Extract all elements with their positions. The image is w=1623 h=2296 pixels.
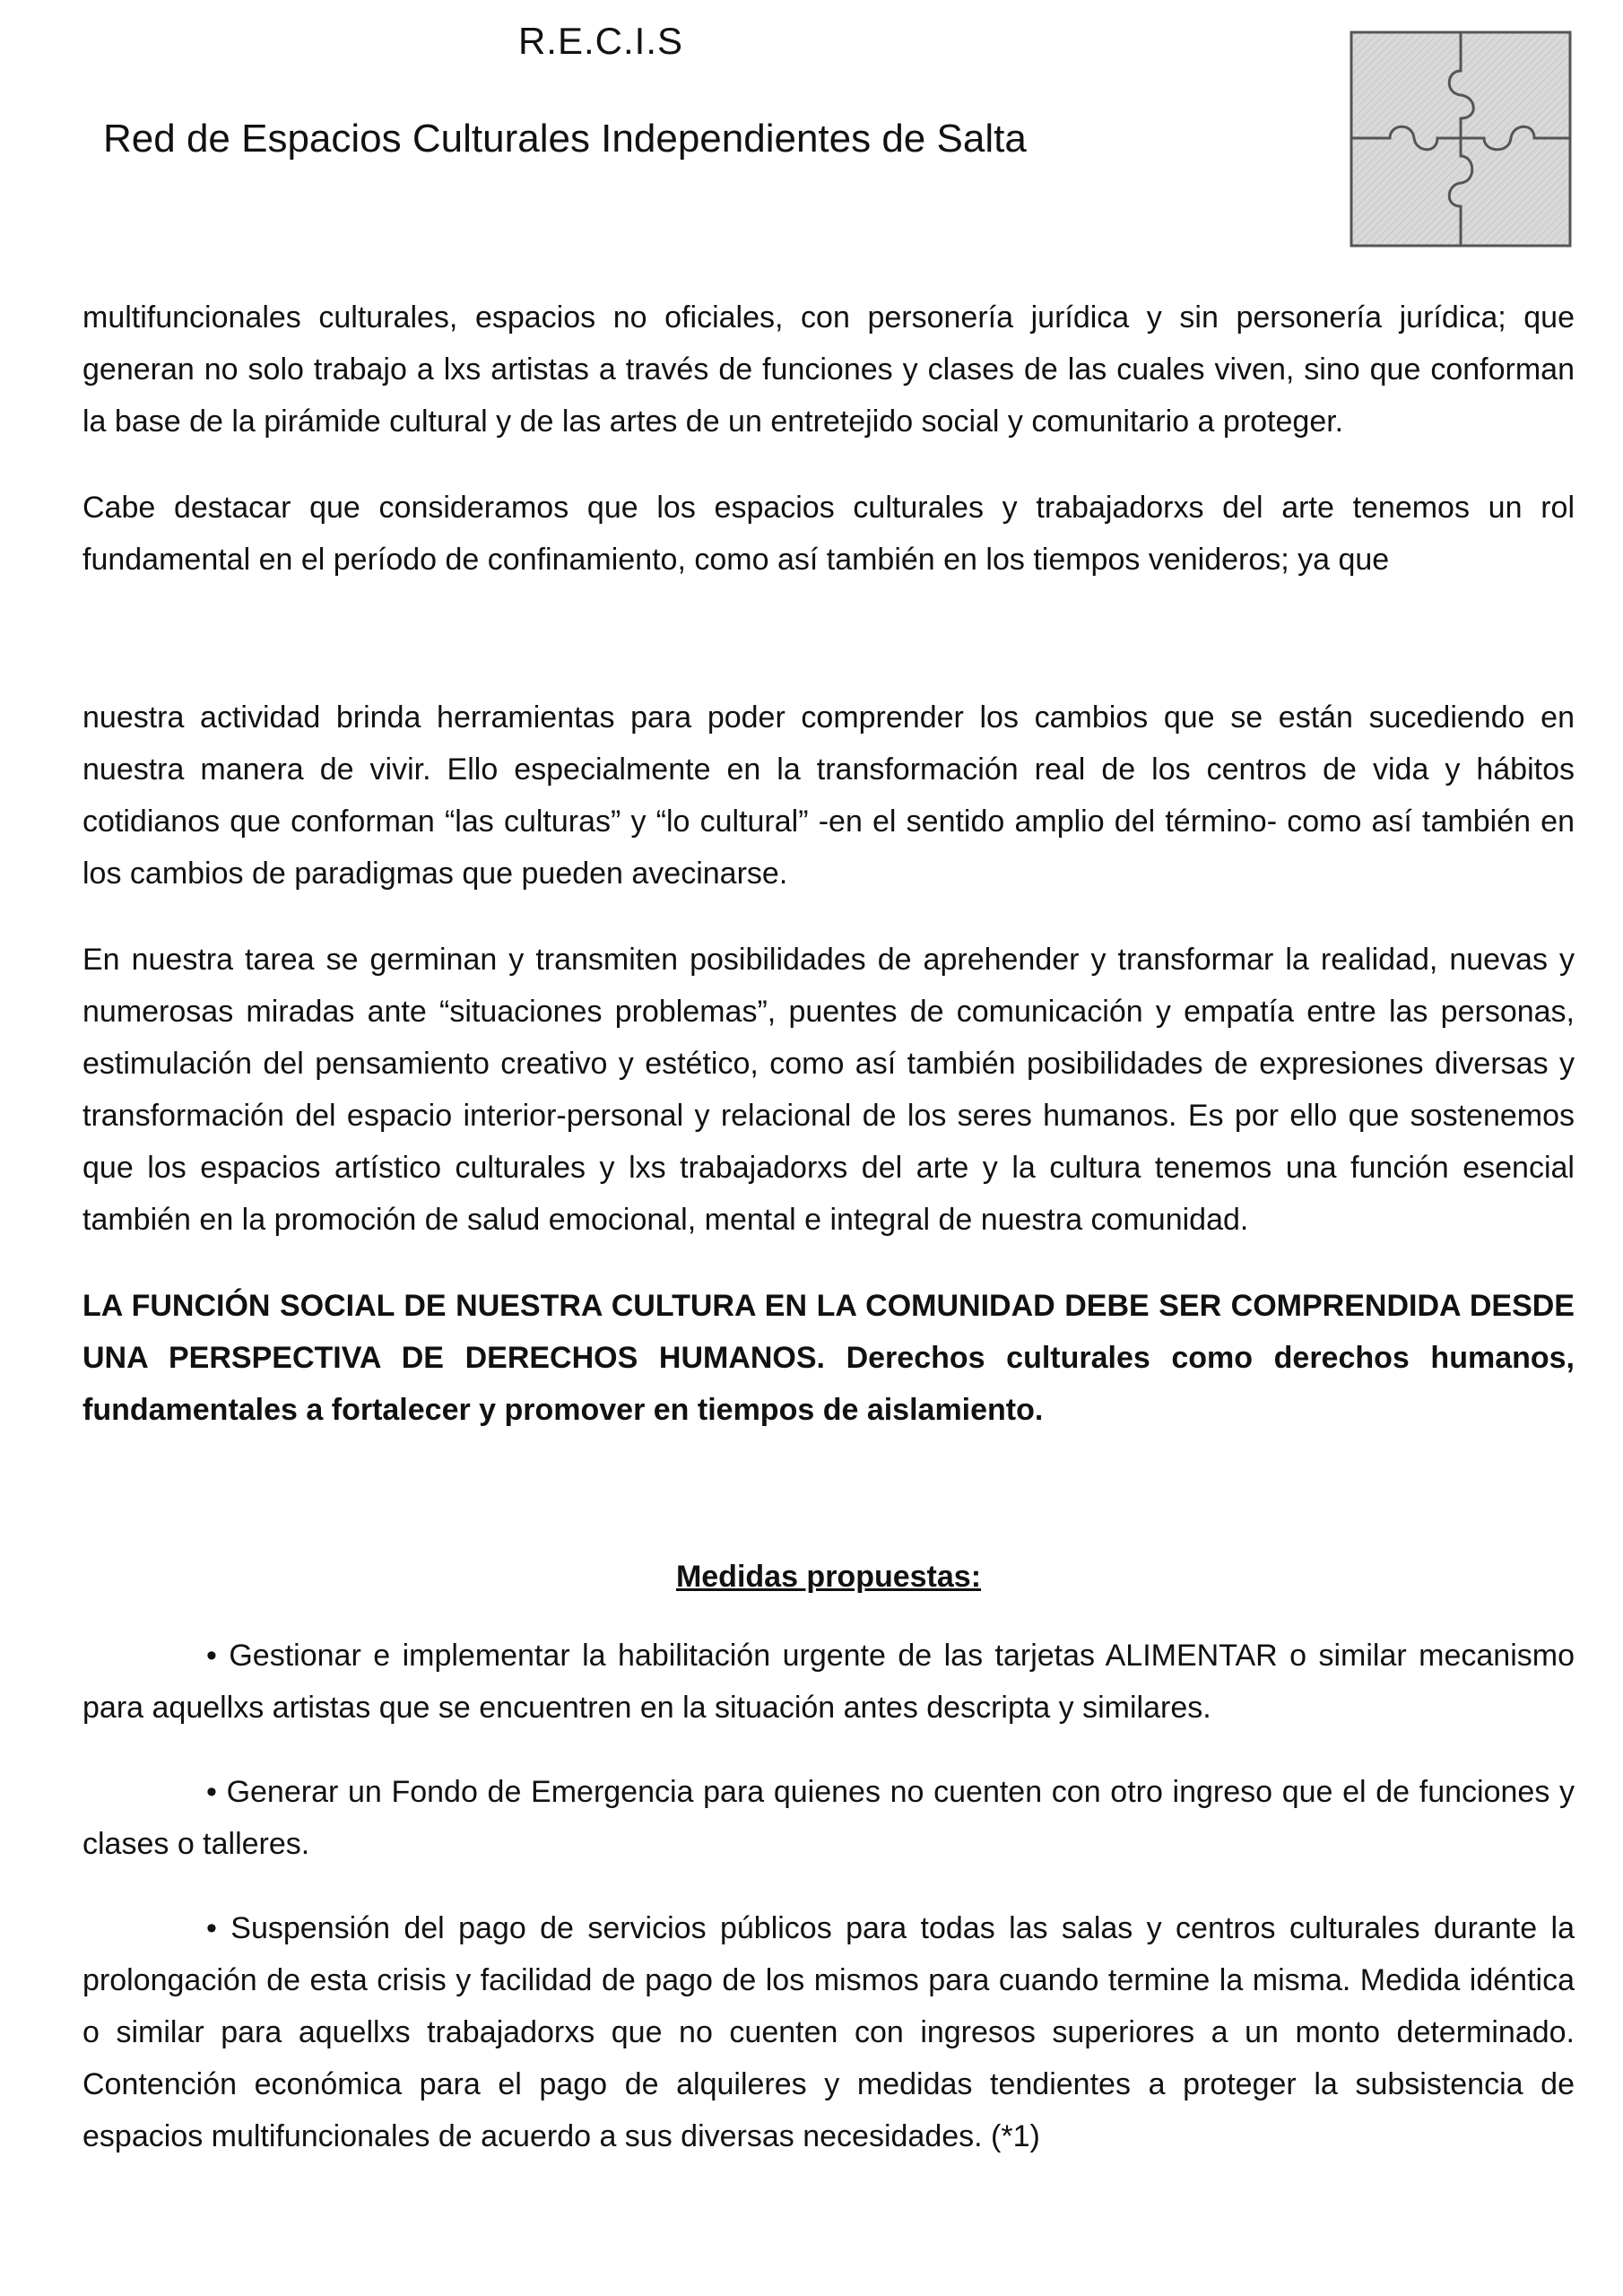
- body-paragraph: nuestra actividad brinda herramientas para poder comprender los cambios que se están sucediendo en nuestra manera de vivir. Ello especialmente en la transformación real de los centros de vida y hábitos cotidianos que conforman “las culturas” y “lo cultural” -en el sentido amplio del término- como así también en los cambios de paradigmas que pueden avecinarse.: [82, 700, 1575, 891]
- body-paragraph: multifuncionales culturales, espacios no oficiales, con personería jurídica y sin personería jurídica; que generan no solo trabajo a lxs artistas a través de funciones y clases de las cuales viven, sino que conforman la base de la pirámide cultural y de las artes de un entretejido social y comunitario a proteger.: [82, 300, 1575, 439]
- measure-item: • Suspensión del pago de servicios públicos para todas las salas y centros culturales durante la prolongación de esta crisis y facilidad de pago de los mismos para cuando termine la misma. Medida idéntica o similar para aquellxs trabajadorxs que no cuenten con ingresos superiores a un monto determinado. Contención económica para el pago de alquileres y medidas tendientes a proteger la subsistencia de espacios multifuncionales de acuerdo a sus diversas necesidades. (*1): [82, 1911, 1575, 2153]
- measure-item: • Generar un Fondo de Emergencia para quienes no cuenten con otro ingreso que el de funciones y clases o talleres.: [82, 1775, 1575, 1861]
- body-paragraph: En nuestra tarea se germinan y transmiten posibilidades de aprehender y transformar la realidad, nuevas y numerosas miradas ante “situaciones problemas”, puentes de comunicación y empatía entre las personas, estimulación del pensamiento creativo y estético, como así también posibilidades de expresiones diversas y transformación del espacio interior-personal y relacional de los seres humanos. Es por ello que sostenemos que los espacios artístico culturales y lxs trabajadorxs del arte y la cultura tenemos una función esencial también en la promoción de salud emocional, mental e integral de nuestra comunidad.: [82, 943, 1575, 1237]
- org-name: Red de Espacios Culturales Independientes de Salta: [103, 117, 1027, 161]
- measures-title: Medidas propuestas:: [675, 1560, 982, 1594]
- page-gap: [82, 586, 1575, 691]
- puzzle-icon: [1350, 30, 1572, 248]
- org-acronym: R.E.C.I.S: [517, 20, 684, 62]
- rights-statement: LA FUNCIÓN SOCIAL DE NUESTRA CULTURA EN LA COMUNIDAD DEBE SER COMPRENDIDA DESDE UNA PERSPECTIVA DE DERECHOS HUMANOS. Derechos culturales como derechos humanos, fundamentales a fortalecer y promover en tiempos de aislamiento.: [82, 1289, 1575, 1427]
- section-gap: [82, 1470, 1575, 1551]
- measure-item: • Gestionar e implementar la habilitación urgente de las tarjetas ALIMENTAR o similar mecanismo para aquellxs artistas que se encuentren en la situación antes descripta y similares.: [82, 1639, 1575, 1725]
- document-body: [82, 291, 1575, 2195]
- body-paragraph: Cabe destacar que consideramos que los espacios culturales y trabajadorxs del arte tenemos un rol fundamental en el período de confinamiento, como así también en los tiempos venideros; ya que: [82, 491, 1575, 577]
